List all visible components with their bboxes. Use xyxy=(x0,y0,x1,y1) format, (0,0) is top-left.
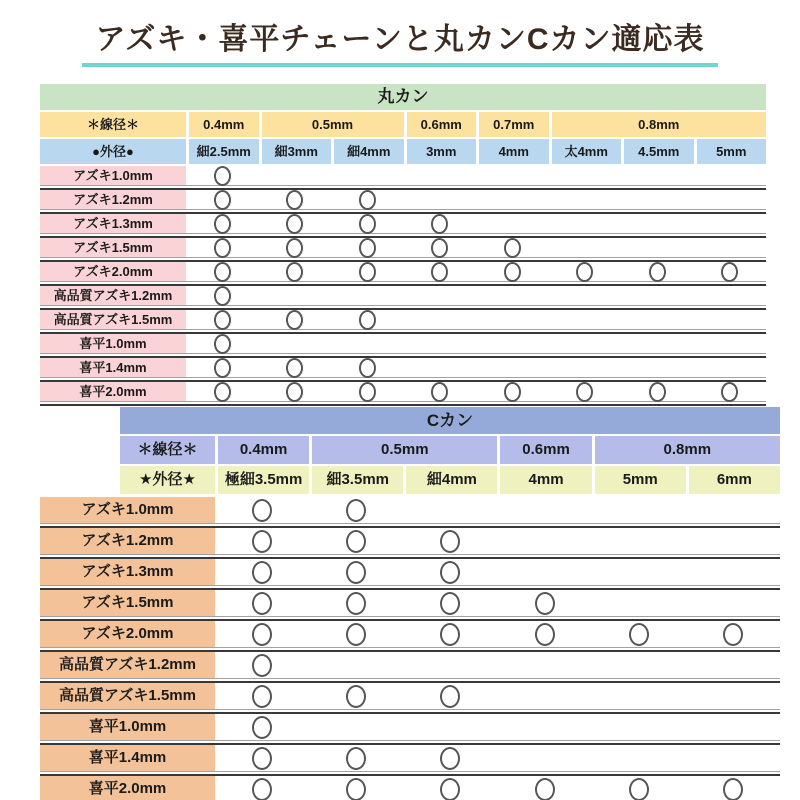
compatible-circle-icon xyxy=(535,623,555,646)
compatible-circle-icon xyxy=(252,778,272,800)
marukan-table xyxy=(40,84,766,406)
outer-diameter-value-cell: 6mm xyxy=(686,466,780,494)
compatible-circle-icon xyxy=(214,286,231,306)
compatible-circle-icon xyxy=(359,358,376,378)
compatible-circle-icon xyxy=(359,262,376,282)
compatibility-cell xyxy=(621,310,694,329)
marukan-data-rows xyxy=(40,166,766,406)
compatibility-cell xyxy=(215,497,309,523)
table-row xyxy=(40,621,780,647)
compatibility-cell xyxy=(404,286,477,305)
compatible-circle-icon xyxy=(359,382,376,402)
wire-diameter-label: ＊線径＊ xyxy=(40,112,186,137)
compatibility-cell xyxy=(497,683,591,709)
compatible-circle-icon xyxy=(286,262,303,282)
compatibility-cell xyxy=(497,590,591,616)
row-separator-line xyxy=(40,401,766,406)
compatible-circle-icon xyxy=(214,166,231,186)
compatibility-cell xyxy=(259,286,332,305)
compatibility-cell xyxy=(186,310,259,329)
compatibility-cell xyxy=(404,310,477,329)
ckan-outer-diameter-row xyxy=(40,466,780,494)
table-row xyxy=(40,166,766,185)
header-spacer xyxy=(40,436,120,464)
compatible-circle-icon xyxy=(346,747,366,770)
table-row xyxy=(40,745,780,771)
row-label: アズキ1.5mm xyxy=(40,238,186,257)
table-row xyxy=(40,683,780,709)
compatible-circle-icon xyxy=(252,654,272,677)
compatibility-cell xyxy=(476,238,549,257)
compatibility-cell xyxy=(497,652,591,678)
compatibility-cell xyxy=(404,214,477,233)
compatibility-cell xyxy=(259,262,332,281)
compatibility-cell xyxy=(215,559,309,585)
compatibility-cell xyxy=(331,334,404,353)
table-row xyxy=(40,262,766,281)
compatibility-cell xyxy=(549,286,622,305)
compatibility-cell xyxy=(476,358,549,377)
compatible-circle-icon xyxy=(214,334,231,354)
compatibility-cell xyxy=(694,310,767,329)
outer-diameter-value-cell: 3mm xyxy=(404,139,477,164)
compatibility-cell xyxy=(549,238,622,257)
compatibility-cell xyxy=(686,497,780,523)
row-label: アズキ2.0mm xyxy=(40,262,186,281)
outer-diameter-value-cell: 4mm xyxy=(476,139,549,164)
compatibility-cell xyxy=(331,286,404,305)
compatible-circle-icon xyxy=(214,382,231,402)
compatible-circle-icon xyxy=(649,262,666,282)
compatibility-cell xyxy=(309,497,403,523)
compatible-circle-icon xyxy=(286,310,303,330)
compatible-circle-icon xyxy=(440,592,460,615)
table-row xyxy=(40,214,766,233)
compatibility-cell xyxy=(621,238,694,257)
compatibility-cell xyxy=(186,238,259,257)
compatibility-cell xyxy=(403,559,497,585)
ckan-wire-diameter-row xyxy=(40,436,780,464)
compatibility-cell xyxy=(549,334,622,353)
row-label: アズキ1.0mm xyxy=(40,497,215,523)
outer-diameter-value-cell: 極細3.5mm xyxy=(215,466,309,494)
compatibility-cell xyxy=(592,776,686,800)
compatibility-cell xyxy=(686,683,780,709)
compatibility-cell xyxy=(497,559,591,585)
compatibility-cell xyxy=(403,714,497,740)
compatible-circle-icon xyxy=(346,592,366,615)
wire-diameter-value-cell: 0.5mm xyxy=(309,436,497,464)
compatible-circle-icon xyxy=(286,238,303,258)
compatibility-cell xyxy=(694,262,767,281)
compatible-circle-icon xyxy=(346,623,366,646)
compatibility-cell xyxy=(331,262,404,281)
outer-diameter-value-cell: 細3.5mm xyxy=(309,466,403,494)
compatibility-cell xyxy=(215,528,309,554)
compatibility-cell xyxy=(404,358,477,377)
compatible-circle-icon xyxy=(629,623,649,646)
compatible-circle-icon xyxy=(252,499,272,522)
outer-diameter-label: ●外径● xyxy=(40,139,186,164)
compatibility-cell xyxy=(476,190,549,209)
compatibility-cell xyxy=(592,528,686,554)
compatibility-cell xyxy=(592,559,686,585)
compatibility-cell xyxy=(403,621,497,647)
compatibility-cell xyxy=(403,590,497,616)
compatibility-cell xyxy=(686,528,780,554)
compatible-circle-icon xyxy=(440,530,460,553)
compatible-circle-icon xyxy=(346,499,366,522)
table-row xyxy=(40,528,780,554)
wire-diameter-value-cell: 0.4mm xyxy=(215,436,309,464)
compatibility-cell xyxy=(186,214,259,233)
compatibility-cell xyxy=(403,497,497,523)
compatibility-cell xyxy=(259,166,332,185)
table-row xyxy=(40,238,766,257)
compatibility-cell xyxy=(686,652,780,678)
compatibility-cell xyxy=(497,528,591,554)
compatibility-cell xyxy=(497,776,591,800)
page-title: アズキ・喜平チェーンと丸カンCカン適応表 xyxy=(82,14,719,67)
compatibility-cell xyxy=(309,683,403,709)
ckan-data-rows xyxy=(40,497,780,800)
compatibility-cell xyxy=(186,358,259,377)
row-label: アズキ1.5mm xyxy=(40,590,215,616)
row-label: 高品質アズキ1.2mm xyxy=(40,286,186,305)
outer-diameter-value-cell: 細4mm xyxy=(403,466,497,494)
compatibility-cell xyxy=(404,238,477,257)
compatible-circle-icon xyxy=(214,310,231,330)
compatibility-cell xyxy=(331,310,404,329)
table-row xyxy=(40,382,766,401)
compatible-circle-icon xyxy=(440,561,460,584)
table-row xyxy=(40,310,766,329)
compatible-circle-icon xyxy=(440,747,460,770)
compatibility-cell xyxy=(309,776,403,800)
compatible-circle-icon xyxy=(252,530,272,553)
compatibility-cell xyxy=(694,286,767,305)
compatibility-cell xyxy=(215,714,309,740)
compatibility-cell xyxy=(686,621,780,647)
row-label: 高品質アズキ1.2mm xyxy=(40,652,215,678)
compatibility-cell xyxy=(694,334,767,353)
compatible-circle-icon xyxy=(252,747,272,770)
compatible-circle-icon xyxy=(359,310,376,330)
compatibility-cell xyxy=(215,745,309,771)
compatibility-cell xyxy=(476,310,549,329)
compatible-circle-icon xyxy=(440,778,460,800)
compatible-circle-icon xyxy=(214,190,231,210)
row-label: 喜平2.0mm xyxy=(40,776,215,800)
compatibility-cell xyxy=(403,652,497,678)
compatibility-cell xyxy=(686,745,780,771)
compatibility-cell xyxy=(309,559,403,585)
marukan-outer-cols xyxy=(186,139,766,164)
compatible-circle-icon xyxy=(576,382,593,402)
compatible-circle-icon xyxy=(629,778,649,800)
row-label: アズキ1.0mm xyxy=(40,166,186,185)
compatible-circle-icon xyxy=(504,262,521,282)
marukan-wire-groups xyxy=(186,112,766,137)
table-row xyxy=(40,358,766,377)
outer-diameter-value-cell: 4.5mm xyxy=(621,139,694,164)
compatibility-cell xyxy=(404,382,477,401)
compatibility-cell xyxy=(309,590,403,616)
compatibility-cell xyxy=(497,497,591,523)
compatible-circle-icon xyxy=(504,382,521,402)
compatibility-cell xyxy=(186,382,259,401)
compatible-circle-icon xyxy=(504,238,521,258)
compatibility-cell xyxy=(549,310,622,329)
compatibility-cell xyxy=(259,358,332,377)
compatibility-cell xyxy=(621,358,694,377)
compatibility-cell xyxy=(215,621,309,647)
table-row xyxy=(40,652,780,678)
compatibility-cell xyxy=(215,652,309,678)
row-label: 喜平2.0mm xyxy=(40,382,186,401)
compatible-circle-icon xyxy=(359,190,376,210)
ckan-table-title-bar xyxy=(120,407,780,434)
compatibility-cell xyxy=(215,776,309,800)
compatible-circle-icon xyxy=(214,358,231,378)
compatibility-cell xyxy=(476,286,549,305)
outer-diameter-value-cell: 4mm xyxy=(497,466,591,494)
marukan-table-title-bar xyxy=(40,84,766,110)
compatible-circle-icon xyxy=(286,382,303,402)
compatible-circle-icon xyxy=(346,685,366,708)
outer-diameter-value-cell: 細2.5mm xyxy=(186,139,259,164)
compatibility-cell xyxy=(404,262,477,281)
row-label: 喜平1.4mm xyxy=(40,358,186,377)
compatibility-cell xyxy=(621,382,694,401)
compatibility-cell xyxy=(686,559,780,585)
compatibility-cell xyxy=(686,590,780,616)
compatibility-cell xyxy=(331,214,404,233)
compatible-circle-icon xyxy=(346,530,366,553)
compatibility-cell xyxy=(331,166,404,185)
row-label: アズキ1.3mm xyxy=(40,214,186,233)
compatibility-cell xyxy=(621,166,694,185)
compatible-circle-icon xyxy=(286,190,303,210)
ckan-outer-cols xyxy=(215,466,780,494)
table-row xyxy=(40,776,780,800)
compatibility-cell xyxy=(259,238,332,257)
row-label: 喜平1.0mm xyxy=(40,714,215,740)
row-label: 高品質アズキ1.5mm xyxy=(40,683,215,709)
wire-diameter-label: ＊線径＊ xyxy=(120,436,215,464)
compatibility-cell xyxy=(259,334,332,353)
marukan-table-title: 丸カン xyxy=(377,87,429,106)
compatible-circle-icon xyxy=(723,623,743,646)
outer-diameter-value-cell: 細4mm xyxy=(331,139,404,164)
compatibility-cell xyxy=(259,190,332,209)
compatibility-cell xyxy=(476,334,549,353)
compatibility-cell xyxy=(592,683,686,709)
compatibility-cell xyxy=(592,714,686,740)
compatibility-cell xyxy=(686,776,780,800)
compatible-circle-icon xyxy=(723,778,743,800)
wire-diameter-value-cell: 0.5mm xyxy=(259,112,404,137)
outer-diameter-value-cell: 太4mm xyxy=(549,139,622,164)
outer-diameter-value-cell: 5mm xyxy=(592,466,686,494)
compatible-circle-icon xyxy=(535,778,555,800)
compatibility-cell xyxy=(186,190,259,209)
marukan-outer-diameter-row xyxy=(40,139,766,164)
compatibility-cell xyxy=(621,334,694,353)
wire-diameter-value-cell: 0.8mm xyxy=(549,112,767,137)
compatible-circle-icon xyxy=(286,214,303,234)
compatible-circle-icon xyxy=(359,238,376,258)
compatibility-cell xyxy=(309,528,403,554)
compatibility-cell xyxy=(694,382,767,401)
compatibility-cell xyxy=(404,190,477,209)
title-wrap xyxy=(0,14,800,67)
row-label: 喜平1.4mm xyxy=(40,745,215,771)
table-row xyxy=(40,334,766,353)
ckan-wire-groups xyxy=(215,436,780,464)
table-row xyxy=(40,714,780,740)
compatible-circle-icon xyxy=(649,382,666,402)
compatibility-cell xyxy=(476,214,549,233)
table-row xyxy=(40,286,766,305)
compatible-circle-icon xyxy=(214,262,231,282)
table-row xyxy=(40,559,780,585)
compatibility-cell xyxy=(497,714,591,740)
compatibility-cell xyxy=(215,590,309,616)
wire-diameter-value-cell: 0.4mm xyxy=(186,112,259,137)
compatible-circle-icon xyxy=(721,262,738,282)
compatible-circle-icon xyxy=(214,238,231,258)
compatible-circle-icon xyxy=(431,262,448,282)
row-label: アズキ1.2mm xyxy=(40,528,215,554)
compatible-circle-icon xyxy=(721,382,738,402)
wire-diameter-value-cell: 0.7mm xyxy=(476,112,549,137)
compatibility-cell xyxy=(592,621,686,647)
compatibility-cell xyxy=(592,745,686,771)
compatible-circle-icon xyxy=(252,623,272,646)
wire-diameter-value-cell: 0.8mm xyxy=(592,436,780,464)
ckan-table xyxy=(40,407,780,800)
compatible-circle-icon xyxy=(431,382,448,402)
compatibility-cell xyxy=(592,497,686,523)
compatibility-cell xyxy=(694,238,767,257)
compatible-circle-icon xyxy=(440,623,460,646)
compatibility-cell xyxy=(331,358,404,377)
compatibility-cell xyxy=(476,262,549,281)
compatibility-cell xyxy=(404,166,477,185)
compatibility-cell xyxy=(309,652,403,678)
table-row xyxy=(40,190,766,209)
compatible-circle-icon xyxy=(252,716,272,739)
compatibility-cell xyxy=(186,286,259,305)
compatibility-cell xyxy=(186,262,259,281)
compatibility-cell xyxy=(549,382,622,401)
row-label: 喜平1.0mm xyxy=(40,334,186,353)
compatible-circle-icon xyxy=(286,358,303,378)
compatibility-cell xyxy=(621,286,694,305)
compatible-circle-icon xyxy=(535,592,555,615)
compatibility-cell xyxy=(186,166,259,185)
compatibility-cell xyxy=(549,262,622,281)
compatibility-cell xyxy=(403,745,497,771)
compatibility-cell xyxy=(497,745,591,771)
compatibility-cell xyxy=(694,358,767,377)
compatibility-cell xyxy=(331,382,404,401)
compatible-circle-icon xyxy=(214,214,231,234)
compatible-circle-icon xyxy=(431,238,448,258)
row-label: 高品質アズキ1.5mm xyxy=(40,310,186,329)
outer-diameter-label: ★外径★ xyxy=(120,466,215,494)
marukan-wire-diameter-row xyxy=(40,112,766,137)
compatibility-cell xyxy=(621,214,694,233)
compatibility-cell xyxy=(476,166,549,185)
compatibility-cell xyxy=(592,590,686,616)
compatible-circle-icon xyxy=(440,685,460,708)
compatibility-cell xyxy=(331,190,404,209)
compatibility-cell xyxy=(621,262,694,281)
header-spacer xyxy=(40,466,120,494)
compatibility-cell xyxy=(309,745,403,771)
compatibility-cell xyxy=(403,528,497,554)
compatibility-cell xyxy=(592,652,686,678)
compatibility-cell xyxy=(259,310,332,329)
table-row xyxy=(40,497,780,523)
compatibility-cell xyxy=(549,166,622,185)
compatibility-cell xyxy=(309,714,403,740)
wire-diameter-value-cell: 0.6mm xyxy=(497,436,591,464)
row-label: アズキ1.3mm xyxy=(40,559,215,585)
compatibility-cell xyxy=(621,190,694,209)
compatibility-cell xyxy=(694,214,767,233)
ckan-table-title: Cカン xyxy=(426,411,474,430)
row-label: アズキ2.0mm xyxy=(40,621,215,647)
compatibility-cell xyxy=(694,190,767,209)
outer-diameter-value-cell: 細3mm xyxy=(259,139,332,164)
compatibility-cell xyxy=(686,714,780,740)
compatibility-cell xyxy=(694,166,767,185)
compatibility-cell xyxy=(549,190,622,209)
row-label: アズキ1.2mm xyxy=(40,190,186,209)
compatibility-cell xyxy=(476,382,549,401)
compatible-circle-icon xyxy=(252,685,272,708)
compatible-circle-icon xyxy=(252,561,272,584)
compatibility-cell xyxy=(186,334,259,353)
compatible-circle-icon xyxy=(431,214,448,234)
compatible-circle-icon xyxy=(359,214,376,234)
compatibility-cell xyxy=(549,358,622,377)
compatibility-cell xyxy=(497,621,591,647)
table-row xyxy=(40,590,780,616)
compatibility-cell xyxy=(259,382,332,401)
compatible-circle-icon xyxy=(346,561,366,584)
wire-diameter-value-cell: 0.6mm xyxy=(404,112,477,137)
outer-diameter-value-cell: 5mm xyxy=(694,139,767,164)
compatible-circle-icon xyxy=(346,778,366,800)
compatibility-cell xyxy=(404,334,477,353)
compatibility-cell xyxy=(309,621,403,647)
compatibility-cell xyxy=(403,683,497,709)
compatibility-cell xyxy=(549,214,622,233)
compatible-circle-icon xyxy=(252,592,272,615)
compatible-circle-icon xyxy=(576,262,593,282)
compatibility-cell xyxy=(259,214,332,233)
compatibility-cell xyxy=(331,238,404,257)
compatibility-cell xyxy=(403,776,497,800)
compatibility-cell xyxy=(215,683,309,709)
